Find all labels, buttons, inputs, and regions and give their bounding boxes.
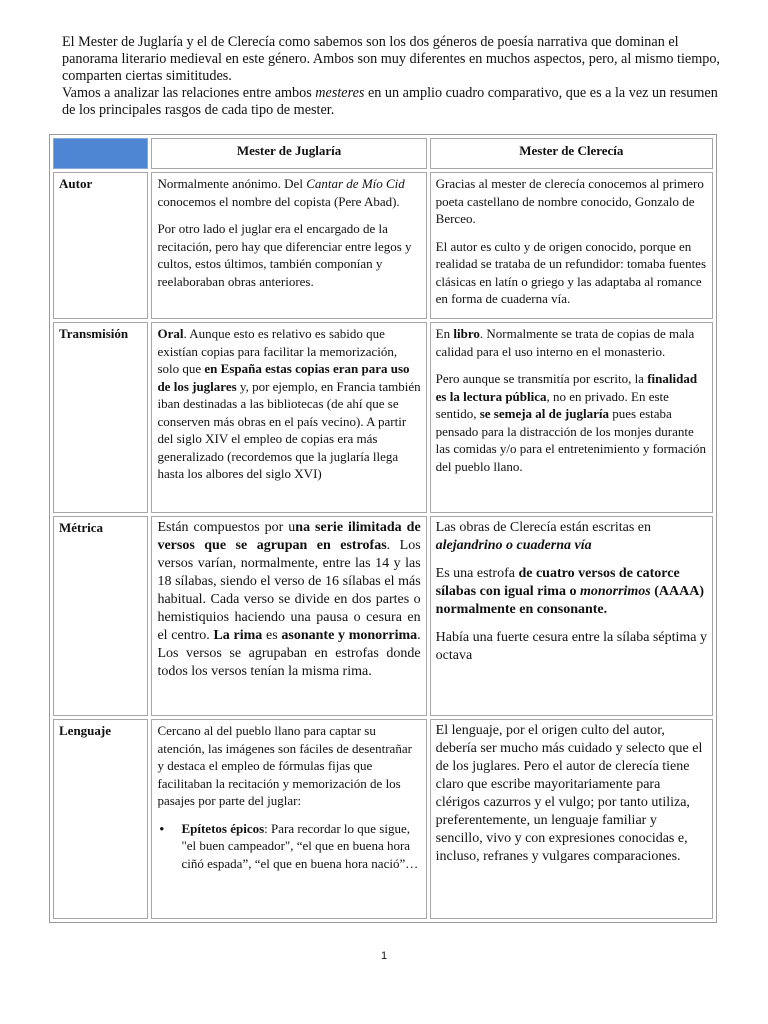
text: Normalmente anónimo. Del: [157, 176, 307, 191]
cell-paragraph: [436, 370, 707, 475]
text: . Los versos varían, normalmente, entre las 14 y las 18 sílabas, siendo el verso de 16 sílabas el más habitual. Cada verso se divide en dos partes o hemistiquios haciendo una pausa o cesura en el centro.: [157, 538, 421, 643]
cell-metrica-juglaria: [151, 516, 426, 716]
work-title: Cantar de Mío Cid: [306, 176, 405, 191]
text: En: [435, 326, 454, 341]
text: conocemos el nombre del copista (Pere Abad).: [157, 193, 400, 209]
cell-paragraph: [157, 175, 420, 210]
bold-text: de cuatro versos de catorce sílabas con igual rima o: [435, 566, 680, 599]
cell-autor-clerecia: [430, 172, 713, 319]
cell-paragraph: [436, 565, 707, 619]
text: Es una estrofa: [435, 566, 519, 581]
intro-paragraph-1: El Mester de Juglaría y el de Clerecía como sabemos son los dos géneros de poesía narrativa que dominan el panorama literario medieval en este género. Ambos son muy diferentes en muchos aspectos, pero, al mismo tiempo, comparten ciertas simititudes.: [62, 34, 720, 84]
row-label-transmision: Transmisión: [53, 322, 148, 513]
bold-text: finalidad es la lectura pública: [435, 371, 698, 404]
text: y, por ejemplo, en Francia también iban destinadas a las bibliotecas (de ahí que se conserven más obras en el país vecino). A partir del siglo XIV el empleo de copias era más generalizado (recordemos que la juglaría llega hasta los albores del siglo XVI): [157, 378, 421, 481]
cell-paragraph: Había una fuerte cesura entre la sílaba séptima y octava: [435, 630, 707, 663]
cell-paragraph: [436, 325, 707, 360]
table-row-transmision: [53, 322, 713, 513]
bold-text: (AAAA) normalmente en consonante.: [435, 584, 705, 617]
cell-paragraph: El lenguaje, por el origen culto del autor, debería ser mucho más cuidado y selecto que el de los juglares. Pero el autor de clerecía tiene claro que escribe mayoritariamente para clérigos cazurros y el vulgo; por tanto utiliza, preferentemente, un lenguaje familiar y sencillo, vivo y con expresiones conocidas e, incluso, refranes y vulgares comparaciones.: [435, 723, 703, 864]
bold-text: se semeja al de juglaría: [479, 406, 609, 421]
cell-paragraph: Gracias al mester de clerecía conocemos al primero poeta castellano de nombre conocido, Gonzalo de Berceo.: [435, 176, 704, 226]
text: Pero aunque se transmitía por escrito, la: [435, 371, 648, 386]
cell-paragraph: Cercano al del pueblo llano para captar su atención, las imágenes son fáciles de desentrañar y destaca el empleo de fórmulas fijas que facilitaban la recitación y memorización de los pasajes por parte del juglar:: [157, 723, 412, 808]
row-label-autor: Autor: [53, 172, 148, 319]
intro-text: [62, 34, 722, 119]
cell-lenguaje-juglaria: [151, 719, 426, 919]
cell-transmision-juglaria: [151, 322, 426, 513]
column-header-clerecia: Mester de Clerecía: [430, 138, 713, 169]
column-header-juglaria: Mester de Juglaría: [151, 138, 426, 169]
text: : Para recordar lo que sigue, "el buen campeador", “el que en buena hora ciñó espada”, “el que en buena hora nació”…: [181, 820, 419, 871]
row-label-metrica: Métrica: [53, 516, 148, 716]
intro-p2-emphasis: mesteres: [315, 85, 365, 101]
cell-metrica-clerecia: [430, 516, 713, 716]
bold-text: na serie ilimitada de versos que se agrupan en estrofas: [157, 520, 421, 553]
intro-paragraph-2: [62, 85, 722, 119]
text: Están compuestos por u: [157, 520, 296, 535]
text: , no en privado. En este sentido,: [435, 388, 669, 421]
text: . Normalmente se trata de copias de mala calidad para el uso interno en el monasterio.: [435, 326, 695, 359]
text: . Los versos se agrupaban en estrofas donde todos los versos tenían la misma rima.: [157, 628, 421, 679]
header-row: [53, 138, 713, 169]
cell-paragraph: El autor es culto y de origen conocido, porque en realidad se trataba de un refundidor: tomaba fuentes clásicas en latín o griego y las adaptaba al romance en forma de cuaderna vía.: [435, 238, 707, 306]
table-row-autor: [53, 172, 713, 319]
bold-text: La rima: [213, 628, 263, 643]
bold-text: Oral: [157, 326, 184, 341]
text: es: [262, 628, 282, 643]
table-row-metrica: [53, 516, 713, 716]
cell-paragraph: [436, 519, 707, 555]
intro-p2-text: Vamos a analizar las relaciones entre ambos: [62, 85, 316, 101]
table-row-lenguaje: [53, 719, 713, 919]
header-corner-cell: [53, 138, 148, 169]
page-number: 1: [380, 950, 388, 962]
bold-italic-text: monorrimos: [579, 584, 651, 599]
bold-text: libro: [453, 326, 480, 341]
intro-p2-text-end: en un amplio cuadro comparativo, que es a la vez un resumen de los principales rasgos de cada tipo de mester.: [62, 85, 718, 118]
bold-text: en España estas copias eran para uso de los juglares: [157, 361, 410, 394]
bullet-icon: •: [159, 820, 165, 836]
text: . Aunque esto es relativo es sabido que existían copias para facilitar la memorización, solo que: [157, 326, 398, 376]
comparison-table: [49, 134, 717, 923]
list-item: [159, 820, 420, 873]
bold-text: Epítetos épicos: [181, 820, 265, 836]
bullet-list: [157, 820, 420, 873]
cell-paragraph: Por otro lado el juglar era el encargado de la recitación, pero hay que diferenciar entre legos y cultos, estos últimos, también componían y reelaboraban obras anteriores.: [157, 221, 412, 289]
cell-autor-juglaria: [151, 172, 426, 319]
bold-italic-text: alejandrino o cuaderna vía: [435, 538, 592, 553]
text: pues estaba pensado para la distracción de los monjes durante las comidas y/o para el entretenimiento y formación del pueblo llano.: [435, 406, 707, 474]
cell-paragraph: [157, 325, 420, 483]
cell-transmision-clerecia: [430, 322, 713, 513]
text: Las obras de Clerecía están escritas en: [435, 520, 652, 535]
cell-paragraph: [157, 519, 420, 681]
row-label-lenguaje: Lenguaje: [53, 719, 148, 919]
cell-lenguaje-clerecia: [430, 719, 713, 919]
bold-text: asonante y monorrima: [281, 628, 418, 643]
